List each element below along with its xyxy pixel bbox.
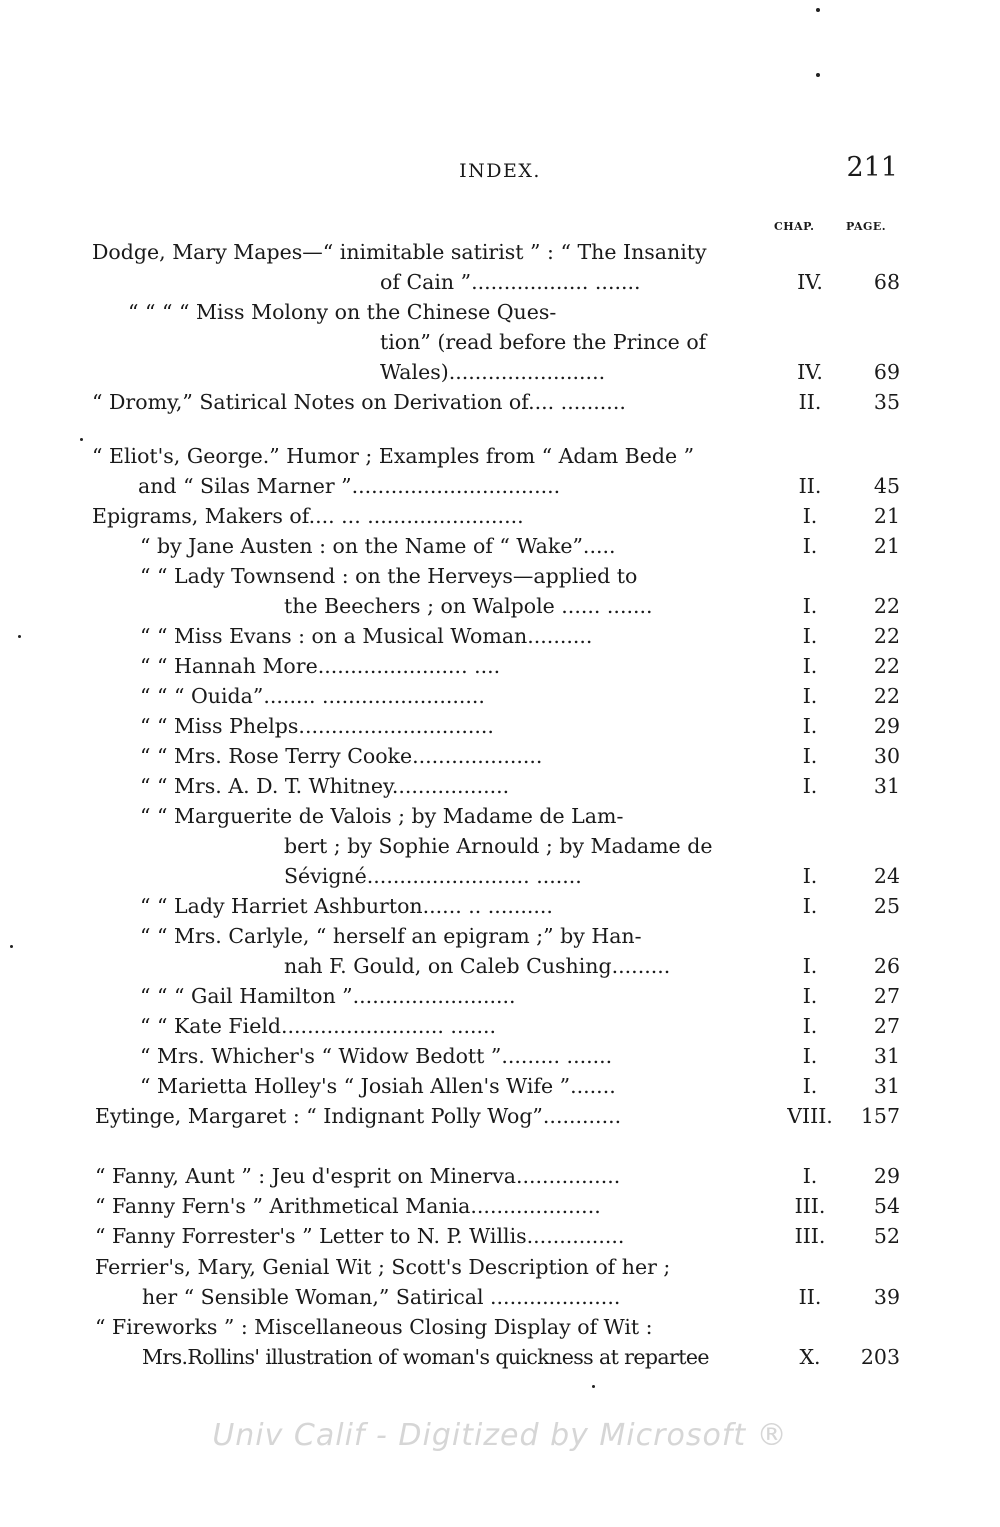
entry-text: tion” (read before the Prince of [380,330,707,354]
entry-page: 21 [873,504,900,528]
entry-chapter: X. [799,1345,821,1369]
entry-text: “ “ Miss Phelps.............................. [140,714,494,738]
index-line [0,1011,1000,1041]
entry-page: 22 [873,654,900,678]
index-line [0,981,1000,1011]
entry-text: bert ; by Sophie Arnould ; by Madame de [284,834,713,858]
entry-text: and “ Silas Marner ”................................ [138,474,561,498]
index-line [0,711,1000,741]
entry-text: “ “ Mrs. Rose Terry Cooke.................... [140,744,543,768]
entry-page: 35 [873,390,900,414]
entry-chapter: I. [802,984,818,1008]
index-line [0,651,1000,681]
entry-text: “ “ Hannah More....................... .... [140,654,501,678]
index-line [0,891,1000,921]
index-line [0,1282,1000,1312]
entry-chapter: I. [802,894,818,918]
index-line [0,921,1000,951]
entry-text: “ “ Lady Townsend : on the Herveys—applied to [140,564,638,588]
entry-text: “ “ Miss Evans : on a Musical Woman.......... [140,624,593,648]
entry-text: the Beechers ; on Walpole ...... ....... [284,594,653,618]
entry-text: “ Mrs. Whicher's “ Widow Bedott ”......... ....... [140,1044,613,1068]
entry-text: “ Fanny, Aunt ” : Jeu d'esprit on Minerva................ [95,1164,621,1188]
index-line [0,267,1000,297]
entry-text: “ Eliot's, George.” Humor ; Examples from “ Adam Bede ” [92,444,695,468]
entry-chapter: I. [802,534,818,558]
index-line [0,1342,1000,1372]
index-line [0,591,1000,621]
entry-chapter: II. [798,1285,822,1309]
entry-text: Mrs.Rollins' illustration of woman's quickness at repartee [142,1345,709,1369]
entry-text: “ Fanny Forrester's ” Letter to N. P. Willis............... [95,1224,625,1248]
index-line [0,771,1000,801]
index-line [0,1071,1000,1101]
index-line [0,357,1000,387]
entry-page: 31 [873,1044,900,1068]
index-line [0,801,1000,831]
entry-page: 29 [873,1164,900,1188]
entry-chapter: III. [794,1224,826,1248]
index-line [0,1101,1000,1131]
entry-page: 26 [873,954,900,978]
entry-page: 31 [873,1074,900,1098]
entry-chapter: III. [794,1194,826,1218]
entry-page: 54 [873,1194,900,1218]
entry-page: 45 [873,474,900,498]
entry-page: 27 [873,984,900,1008]
entry-chapter: I. [802,774,818,798]
chapter-column-heading: CHAP. [774,220,815,233]
entry-chapter: I. [802,594,818,618]
index-line [0,1252,1000,1282]
entry-chapter: IV. [797,360,823,384]
entry-chapter: I. [802,954,818,978]
entry-chapter: I. [802,684,818,708]
entry-chapter: I. [802,654,818,678]
entry-page: 39 [873,1285,900,1309]
index-line [0,327,1000,357]
entry-page: 24 [873,864,900,888]
entry-page: 69 [873,360,900,384]
entry-text: “ Dromy,” Satirical Notes on Derivation of.... .......... [92,390,626,414]
entry-page: 22 [873,624,900,648]
index-line [0,621,1000,651]
index-line [0,1041,1000,1071]
entry-text: Dodge, Mary Mapes—“ inimitable satirist ” : “ The Insanity [92,240,707,264]
entry-text: “ “ “ “ Miss Molony on the Chinese Ques- [128,300,557,324]
entry-chapter: I. [802,714,818,738]
entry-chapter: I. [802,1074,818,1098]
entry-text: Epigrams, Makers of.... ... ........................ [92,504,524,528]
entry-text: Eytinge, Margaret : “ Indignant Polly Wog”............ [95,1104,622,1128]
entry-text: her “ Sensible Woman,” Satirical .................... [142,1285,621,1309]
entry-text: Sévigné......................... ....... [284,864,582,888]
entry-page: 31 [873,774,900,798]
entry-text: “ “ “ Gail Hamilton ”......................... [140,984,516,1008]
entry-page: 52 [873,1224,900,1248]
entry-page: 203 [860,1345,900,1369]
index-line [0,1161,1000,1191]
index-line [0,531,1000,561]
entry-page: 27 [873,1014,900,1038]
entry-text: nah F. Gould, on Caleb Cushing......... [284,954,671,978]
entry-text: Wales)........................ [380,360,606,384]
index-line [0,561,1000,591]
entry-text: Ferrier's, Mary, Genial Wit ; Scott's Description of her ; [95,1255,671,1279]
scan-speck [816,73,820,77]
running-header-title: INDEX. [459,160,541,182]
entry-chapter: I. [802,1014,818,1038]
entry-text: “ “ “ Ouida”........ ......................... [140,684,485,708]
entry-page: 29 [873,714,900,738]
entry-text: “ “ Kate Field......................... ....... [140,1014,497,1038]
index-line [0,237,1000,267]
index-line [0,501,1000,531]
index-line [0,441,1000,471]
entry-chapter: I. [802,504,818,528]
index-line [0,1221,1000,1251]
entry-text: “ by Jane Austen : on the Name of “ Wake”..... [140,534,616,558]
entry-text: “ “ Mrs. A. D. T. Whitney.................. [140,774,510,798]
entry-page: 22 [873,594,900,618]
entry-chapter: I. [802,624,818,648]
entry-chapter: I. [802,864,818,888]
index-line [0,861,1000,891]
entry-chapter: I. [802,1164,818,1188]
entry-chapter: I. [802,1044,818,1068]
index-line [0,1312,1000,1342]
index-line [0,1191,1000,1221]
entry-text: “ Fireworks ” : Miscellaneous Closing Display of Wit : [95,1315,653,1339]
digitization-watermark: Univ Calif - Digitized by Microsoft ® [212,1418,788,1453]
index-line [0,387,1000,417]
entry-chapter: II. [798,474,822,498]
entry-text: “ “ Mrs. Carlyle, “ herself an epigram ;” by Han- [140,924,642,948]
index-line [0,741,1000,771]
entry-chapter: I. [802,744,818,768]
entry-text: “ “ Marguerite de Valois ; by Madame de Lam- [140,804,624,828]
page-number: 211 [846,152,898,183]
entry-page: 22 [873,684,900,708]
page-column-heading: PAGE. [846,220,887,233]
entry-chapter: IV. [797,270,823,294]
index-line [0,951,1000,981]
entry-page: 68 [873,270,900,294]
index-line [0,831,1000,861]
index-line [0,681,1000,711]
scan-speck [816,8,820,12]
index-line [0,471,1000,501]
entry-page: 157 [860,1104,900,1128]
entry-chapter: VIII. [787,1104,833,1128]
entry-chapter: II. [798,390,822,414]
entry-text: “ Marietta Holley's “ Josiah Allen's Wife ”....... [140,1074,616,1098]
entry-page: 30 [873,744,900,768]
scan-speck [592,1385,595,1388]
entry-text: “ Fanny Fern's ” Arithmetical Mania.................... [95,1194,601,1218]
entry-text: of Cain ”.................. ....... [380,270,641,294]
index-line [0,297,1000,327]
entry-page: 21 [873,534,900,558]
entry-page: 25 [873,894,900,918]
entry-text: “ “ Lady Harriet Ashburton...... .. .......... [140,894,553,918]
